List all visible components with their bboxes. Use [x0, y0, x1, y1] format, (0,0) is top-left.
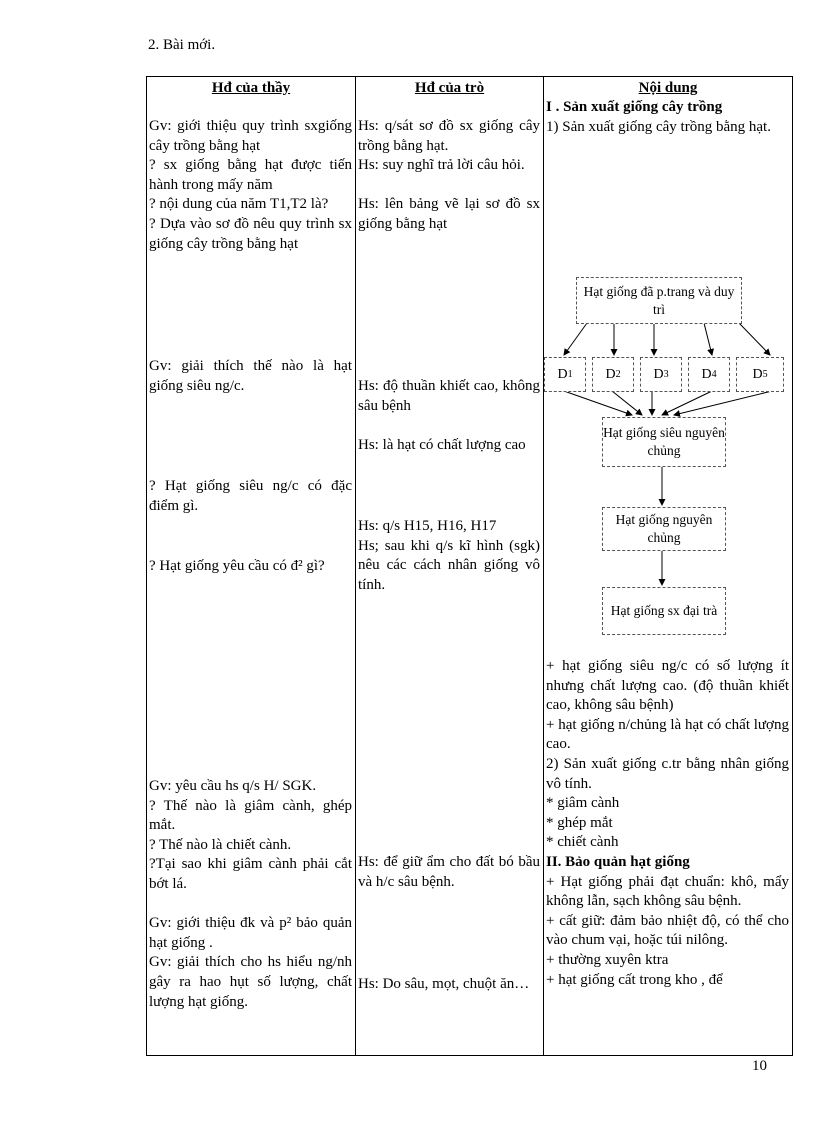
teacher-block-5: Gv: yêu cầu hs q/s H/ SGK. ? Thế nào là giâm cành, ghép mắt. ? Thế nào là chiết cành. ?Tại sao khi giâm cành phải cắt bớt lá. Gv: giới thiệu đk và p² bảo quản hạt giống . Gv: giải thích cho hs hiểu ng/nh gây ra hao hụt số lượng, chất lượng hạt giống. — [149, 778, 352, 1010]
student-column-header: Hđ của trò — [414, 80, 485, 96]
content-column — [544, 77, 793, 1056]
section-heading: 2. Bài mới. — [148, 37, 216, 53]
content-block-1: I . Sản xuất giống cây trồng 1) Sản xuất giống cây trồng bằng hạt. — [546, 98, 789, 137]
teacher-block-1: Gv: giới thiệu quy trình sxgiống cây trồng bằng hạt ? sx giống bằng hạt được tiến hành trong mấy năm ? nội dung của năm T1,T2 là? ? Dựa vào sơ đồ nêu quy trình sx giống cây trồng bằng hạt — [149, 118, 352, 252]
student-block-1: Hs: q/sát sơ đồ sx giống cây trồng bằng hạt. Hs: suy nghĩ trả lời câu hỏi. Hs: lên bảng vẽ lại sơ đồ sx giống bằng hạt — [358, 118, 540, 232]
content-column-header: Nội dung — [638, 80, 698, 96]
section-1-title: I . Sản xuất giống cây trồng — [546, 99, 723, 115]
d2-box: D 2 — [592, 357, 634, 392]
page-number: 10 — [752, 1058, 767, 1074]
teacher-column — [147, 77, 356, 1056]
content-block-2: + hạt giống siêu ng/c có số lượng ít nhưng chất lượng cao. (độ thuần khiết cao, không sâu bệnh) + hạt giống n/chủng là hạt có chất lượng cao. 2) Sản xuất giống c.tr bằng nhân giống vô tính. * giâm cành * ghép mắt * chiết cành II. Bảo quản hạt giống + Hạt giống phải đạt chuẩn: khô, mẩy không lẫn, sạch không sâu bệnh. + cất giữ: đảm bảo nhiệt độ, có thể cho vào chum vại, hoặc túi nilông. + thường xuyên ktra + hạt giống cất trong kho , để — [546, 658, 789, 988]
super-original-seed-box: Hạt giống siêu nguyên chủng — [602, 417, 726, 467]
d1-box: D 1 — [544, 357, 586, 392]
section-2-title: II. Bảo quản hạt giống — [546, 853, 690, 870]
d3-box: D 3 — [640, 357, 682, 392]
teacher-block-2: Gv: giải thích thế nào là hạt giống siêu ng/c. — [149, 358, 352, 394]
student-column — [356, 77, 544, 1056]
lesson-table — [146, 76, 793, 1056]
original-seed-box: Hạt giống nguyên chủng — [602, 507, 726, 551]
student-block-3: Hs: q/s H15, H16, H17 Hs; sau khi q/s kĩ hình (sgk) nêu các cách nhân giống vô tính. — [358, 518, 540, 593]
production-diagram — [544, 77, 793, 647]
teacher-column-header: Hđ của thầy — [211, 80, 291, 96]
teacher-block-3: ? Hạt giống siêu ng/c có đặc điểm gì. — [149, 478, 352, 514]
d4-box: D 4 — [688, 357, 730, 392]
student-block-5: Hs: Do sâu, mọt, chuột ăn… — [358, 976, 530, 992]
student-block-4: Hs: để giữ ẩm cho đất bó bầu và h/c sâu bệnh. — [358, 854, 540, 890]
top-seed-box: Hạt giống đã p.trang và duy trì — [576, 277, 742, 324]
d5-box: D 5 — [736, 357, 784, 392]
mass-production-seed-box: Hạt giống sx đại trà — [602, 587, 726, 635]
student-block-2: Hs: độ thuần khiết cao, không sâu bệnh Hs: là hạt có chất lượng cao — [358, 378, 540, 453]
teacher-block-4: ? Hạt giống yêu cầu có đ² gì? — [149, 558, 325, 574]
